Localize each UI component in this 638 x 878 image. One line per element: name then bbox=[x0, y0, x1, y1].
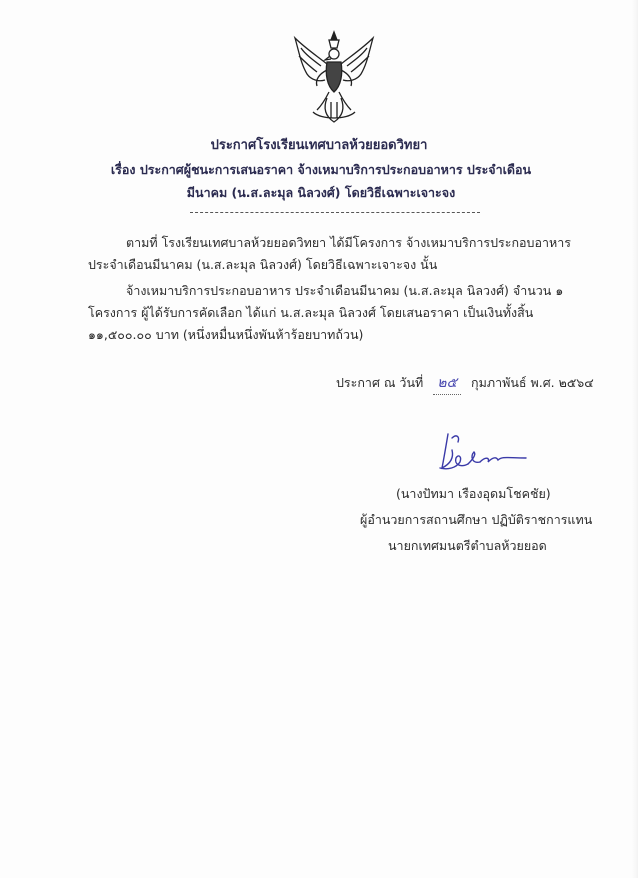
signature-icon bbox=[430, 428, 530, 478]
signer-role: ผู้อำนวยการสถานศึกษา ปฏิบัติราชการแทน bbox=[360, 512, 593, 527]
announcement-subject: เรื่อง ประกาศผู้ชนะการเสนอราคา จ้างเหมาบริการประกอบอาหาร ประจำเดือน มีนาคม (น.ส.ละมุล นิลวงศ์) โดยวิธีเฉพาะเจาะจง bbox=[110, 162, 532, 200]
date-suffix: กุมภาพันธ์ พ.ศ. ๒๕๖๔ bbox=[471, 375, 594, 390]
paragraph-1 bbox=[88, 232, 588, 276]
signer-role-secondary: นายกเทศมนตรีตำบลห้วยยอด bbox=[388, 538, 547, 553]
paragraph-1-text: ตามที่ โรงเรียนเทศบาลห้วยยอดวิทยา ได้มีโครงการ จ้างเหมาบริการประกอบอาหาร ประจำเดือนมีนาคม (น.ส.ละมุล นิลวงศ์) โดยวิธีเฉพาะเจาะจง นั้น bbox=[88, 235, 571, 272]
announcement-title: ประกาศโรงเรียนเทศบาลห้วยยอดวิทยา bbox=[210, 138, 428, 153]
garuda-emblem-icon bbox=[287, 30, 381, 126]
announcement-date bbox=[336, 372, 594, 395]
date-day-handwritten: ๒๕ bbox=[433, 372, 461, 395]
signer-name: (นางปัทมา เรืองอุดมโชคชัย) bbox=[396, 486, 551, 501]
date-prefix: ประกาศ ณ วันที่ bbox=[336, 375, 424, 390]
paragraph-2 bbox=[88, 280, 588, 346]
separator-line bbox=[190, 212, 480, 213]
page-edge-shadow bbox=[632, 0, 638, 878]
paragraph-2-text: จ้างเหมาบริการประกอบอาหาร ประจำเดือนมีนาคม (น.ส.ละมุล นิลวงศ์) จำนวน ๑ โครงการ ผู้ได้รับการคัดเลือก ได้แก่ น.ส.ละมุล นิลวงศ์ โดยเสนอราคา เป็นเงินทั้งสิ้น ๑๑,๕๐๐.๐๐ บาท (หนึ่งหมื่นหนึ่งพันห้าร้อยบาทถ้วน) bbox=[88, 283, 564, 342]
